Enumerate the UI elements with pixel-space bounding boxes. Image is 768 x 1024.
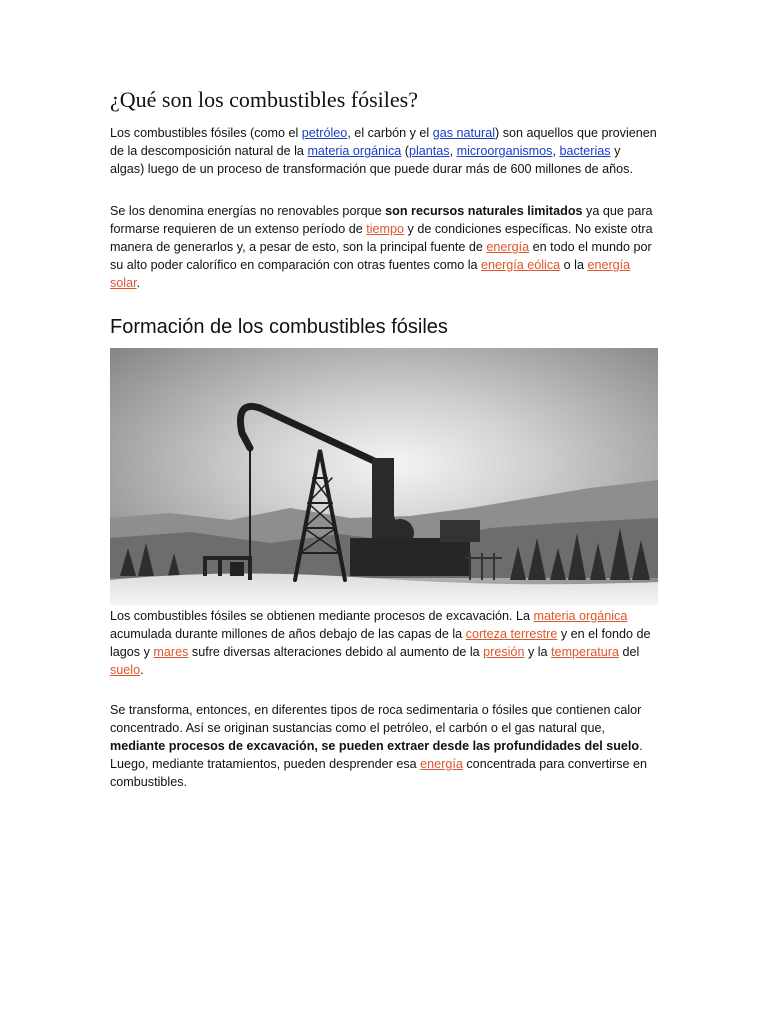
text: , el carbón y el — [347, 126, 433, 140]
link-mares[interactable]: mares — [153, 645, 189, 659]
text: y de condiciones específicas. No existe otra manera de generarlos y, a pesar de esto, son la principal fuente de — [110, 222, 653, 254]
text: ya que para formarse requieren de un extenso período de — [110, 204, 653, 236]
link-petroleo[interactable]: petróleo — [301, 126, 348, 140]
text: y algas) luego de un proceso de transformación que puede durar más de 600 millones de años. — [110, 144, 633, 176]
link-gas-natural[interactable]: gas natural — [432, 126, 496, 140]
link-tiempo[interactable]: tiempo — [366, 222, 405, 236]
formation-paragraph — [110, 607, 658, 679]
link-suelo[interactable]: suelo — [110, 663, 141, 677]
text: y en el fondo de lagos y — [110, 627, 651, 659]
text: o la — [560, 258, 588, 272]
link-energia-solar[interactable]: energía solar — [110, 258, 631, 290]
text: Se transforma, entonces, en diferentes tipos de roca sedimentaria o fósiles que contienen calor concentrado. Así se originan sustancias como el petróleo, el carbón o el gas natural que, — [110, 703, 642, 735]
oil-pumpjack-photo — [110, 348, 658, 606]
link-corteza-terrestre[interactable]: corteza terrestre — [465, 627, 558, 641]
section-heading: Formación de los combustibles fósiles — [110, 316, 448, 338]
text: . — [140, 663, 144, 677]
text: , — [552, 144, 560, 158]
text: Los combustibles fósiles se obtienen mediante procesos de excavación. La — [110, 609, 534, 623]
text: . — [136, 276, 141, 290]
link-temperatura[interactable]: temperatura — [551, 645, 619, 659]
link-plantas[interactable]: plantas — [408, 144, 450, 158]
bold-text: mediante procesos de excavación, se pueden extraer desde las profundidades del suelo — [110, 739, 640, 753]
text: . Luego, mediante tratamientos, pueden desprender esa — [110, 739, 643, 771]
text: concentrada para convertirse en combustibles. — [110, 757, 648, 789]
text: sufre diversas alteraciones debido al aumento de la — [188, 645, 484, 659]
text: ) son aquellos que provienen de la descomposición natural de la — [110, 126, 657, 158]
renewable-paragraph — [110, 202, 658, 292]
text: y la — [524, 645, 552, 659]
link-presion[interactable]: presión — [483, 645, 525, 659]
link-materia-organica[interactable]: materia orgánica — [307, 144, 402, 158]
link-materia-organica-2[interactable]: materia orgánica — [533, 609, 628, 623]
page-title: ¿Qué son los combustibles fósiles? — [110, 87, 418, 112]
link-energia-eolica[interactable]: energía eólica — [481, 258, 561, 272]
link-microorganismos[interactable]: microorganismos — [456, 144, 553, 158]
intro-paragraph — [110, 124, 658, 178]
text: Se los denomina energías no renovables porque — [110, 204, 386, 218]
text: , — [449, 144, 457, 158]
link-energia-2[interactable]: energía — [420, 757, 463, 771]
text: ( — [401, 144, 409, 158]
link-energia[interactable]: energía — [486, 240, 530, 254]
text: acumulada durante millones de años debajo de las capas de la — [110, 627, 466, 641]
text: Los combustibles fósiles (como el — [110, 126, 302, 140]
bold-text: son recursos naturales limitados — [385, 204, 583, 218]
link-bacterias[interactable]: bacterias — [559, 144, 611, 158]
transformation-paragraph — [110, 701, 658, 791]
text: del — [618, 645, 640, 659]
text: en todo el mundo por su alto poder calorífico en comparación con otras fuentes como la — [110, 240, 652, 272]
document-content — [110, 86, 658, 811]
